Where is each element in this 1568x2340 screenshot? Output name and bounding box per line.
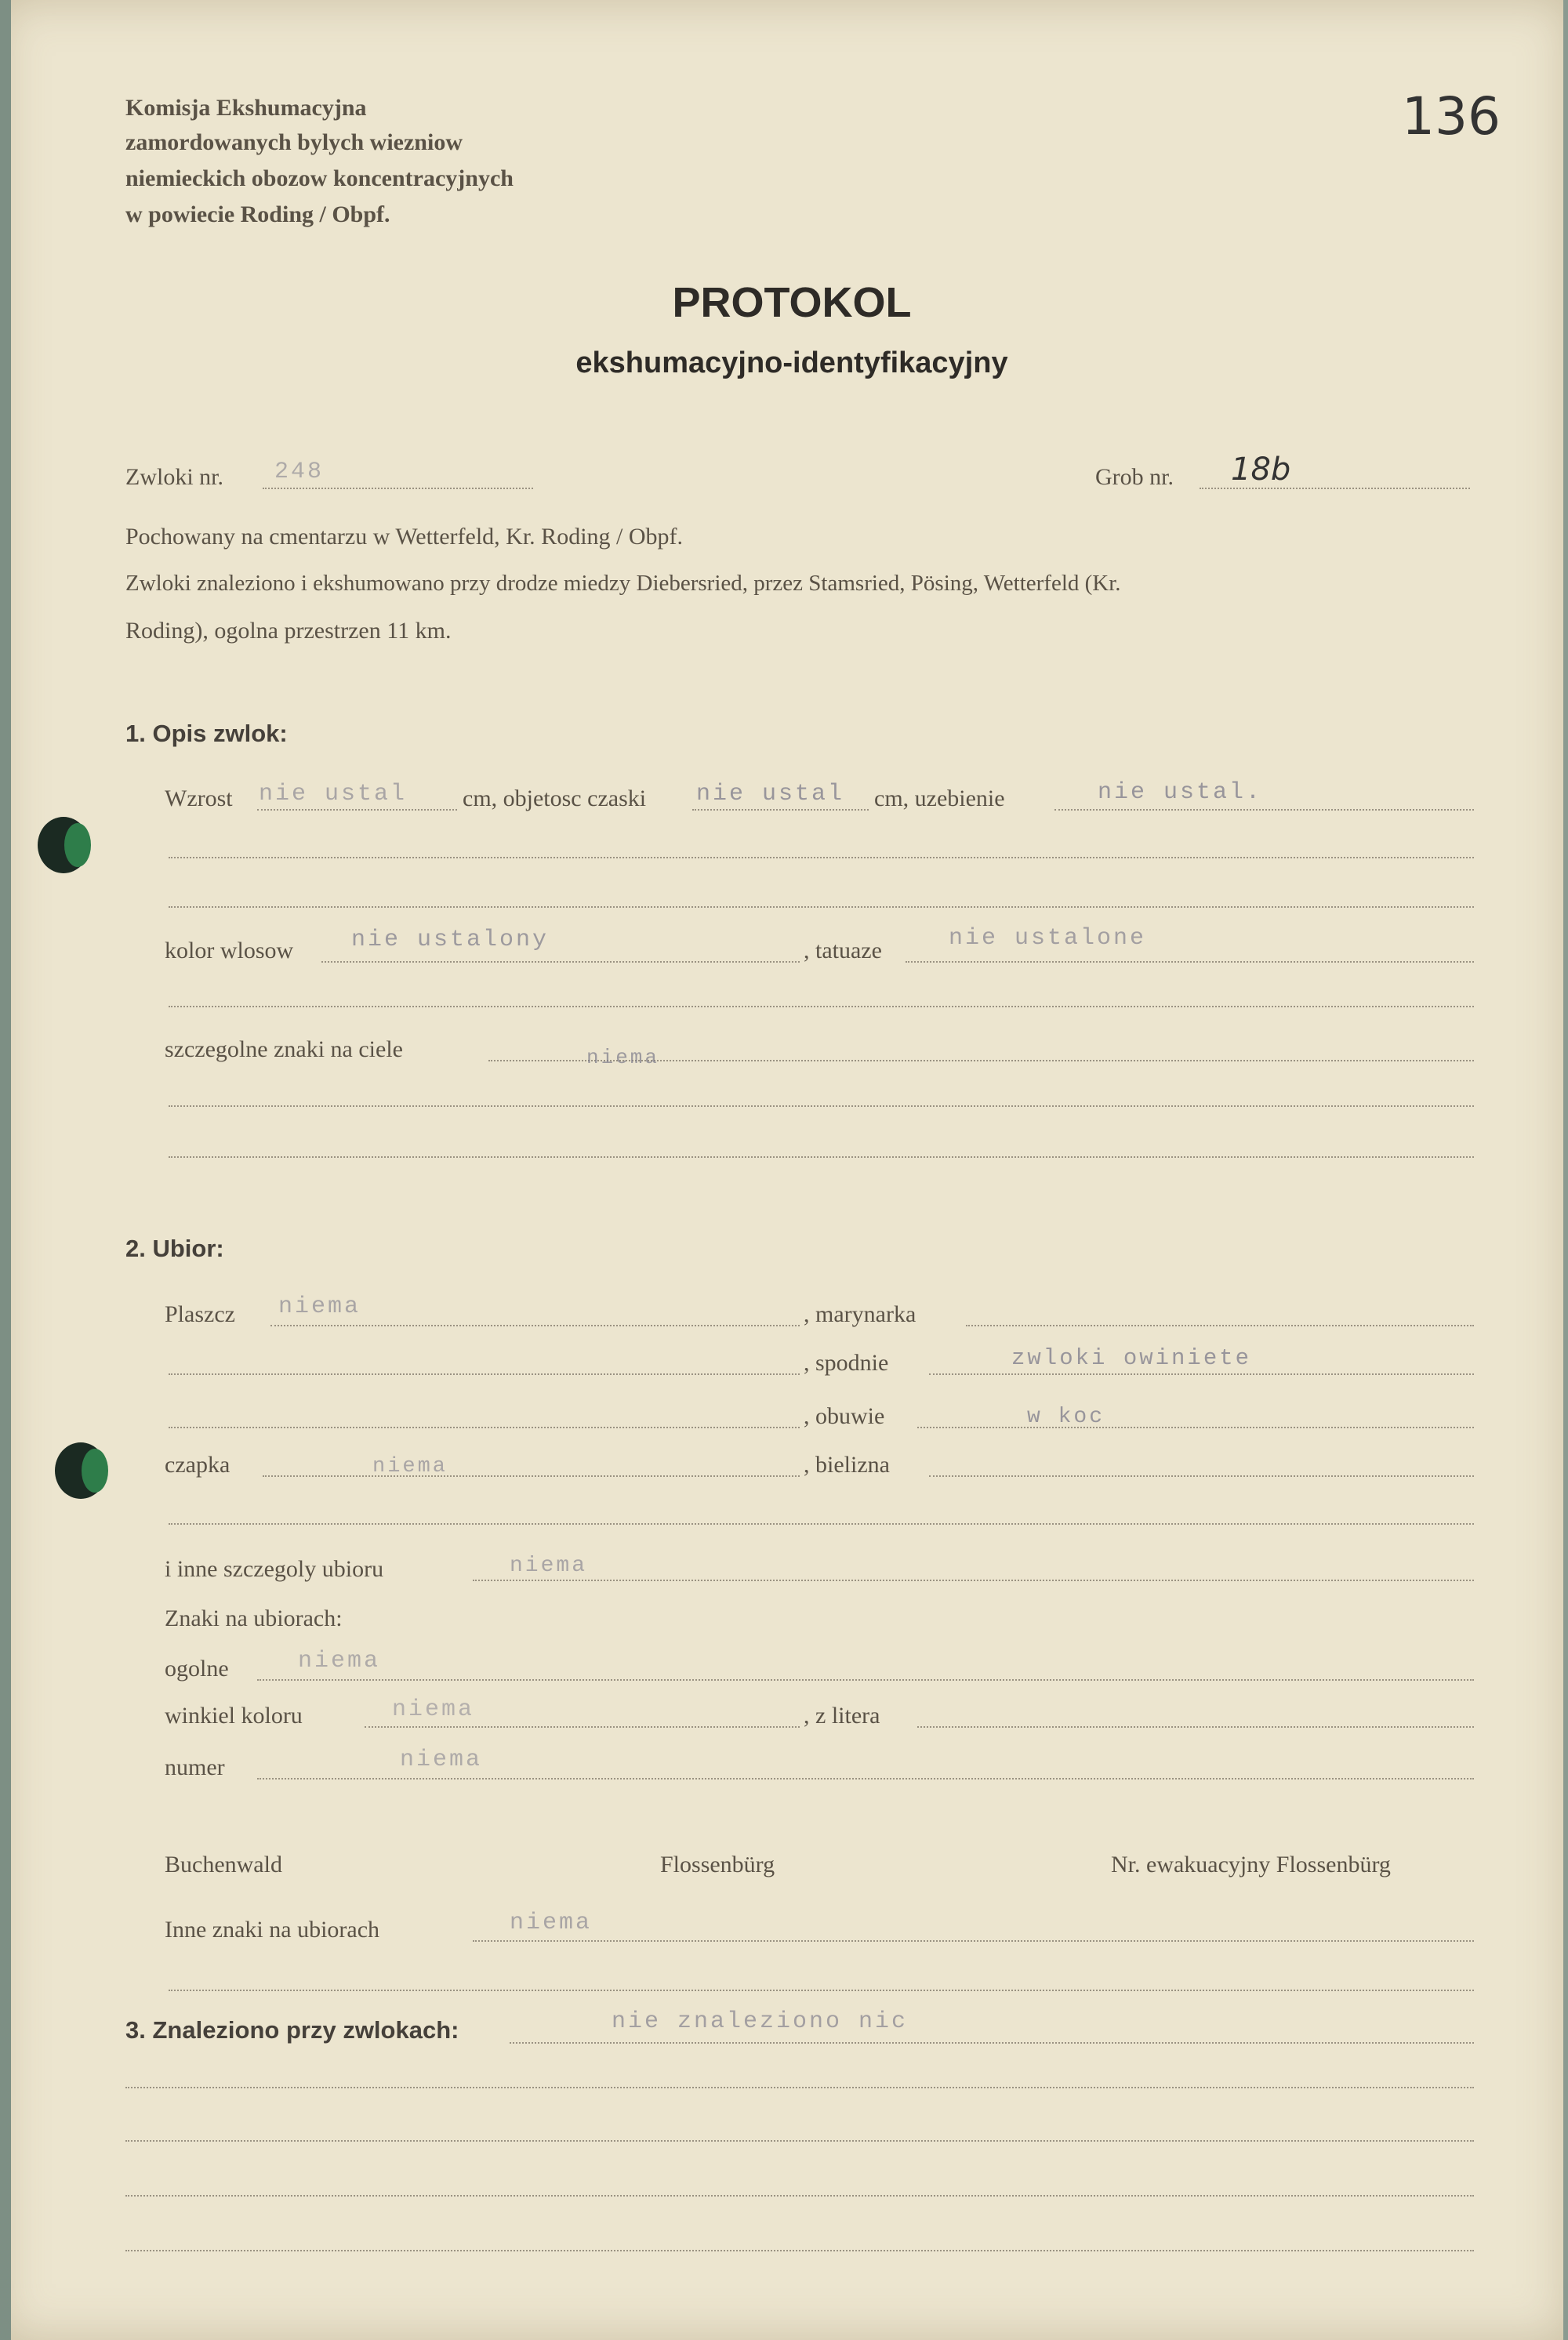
zwloki-label: Zwloki nr. xyxy=(125,464,223,490)
inne-value: niema xyxy=(510,1554,588,1578)
inne-znaki-label: Inne znaki na ubiorach xyxy=(165,1917,380,1943)
cm-label-2: cm, uzebienie xyxy=(874,785,1005,811)
punch-hole-top xyxy=(38,817,89,873)
opis-blank-line-1 xyxy=(169,857,1474,858)
znaki-value: niema xyxy=(586,1046,660,1069)
kolor-value: nie ustalony xyxy=(351,927,550,953)
znaki-label: szczegolne znaki na ciele xyxy=(165,1036,403,1062)
kolor-line xyxy=(321,961,800,963)
section-3-blank-line-2 xyxy=(125,2140,1474,2142)
czaszka-value: nie ustal xyxy=(696,781,845,807)
litera-label: , z litera xyxy=(804,1703,880,1729)
numer-value: niema xyxy=(400,1747,483,1773)
znaki-blank-line-2 xyxy=(169,1156,1474,1158)
header-line-2: zamordowanych bylych wiezniow xyxy=(125,129,463,155)
bielizna-label: , bielizna xyxy=(804,1452,890,1478)
znaki-ubiory-label: Znaki na ubiorach: xyxy=(165,1605,343,1631)
intro-line-1: Pochowany na cmentarzu w Wetterfeld, Kr. Roding / Obpf. xyxy=(125,524,684,550)
inne-line xyxy=(473,1580,1474,1581)
section-3-blank-line-4 xyxy=(125,2250,1474,2251)
bielizna-line xyxy=(929,1475,1474,1477)
ogolne-label: ogolne xyxy=(165,1656,229,1682)
header-line-3: niemieckich obozow koncentracyjnych xyxy=(125,165,514,191)
obuwie-left-line xyxy=(169,1427,800,1428)
winkiel-label: winkiel koloru xyxy=(165,1703,303,1729)
litera-line xyxy=(917,1726,1474,1728)
punch-hole-bottom xyxy=(55,1442,107,1499)
uzebienie-value: nie ustal. xyxy=(1098,779,1263,806)
document-title: PROTOKOL xyxy=(672,279,912,326)
tatuaze-value: nie ustalone xyxy=(949,925,1147,952)
spodnie-value: zwloki owiniete xyxy=(1011,1345,1252,1371)
zwloki-value: 248 xyxy=(274,459,325,485)
section-3-value: nie znaleziono nic xyxy=(612,2008,909,2035)
section-3-line xyxy=(510,2042,1474,2044)
spodnie-left-line xyxy=(169,1373,800,1375)
header-line-4: w powiecie Roding / Obpf. xyxy=(125,201,390,227)
wzrost-label: Wzrost xyxy=(165,785,233,811)
wzrost-line xyxy=(257,809,457,811)
plaszcz-line xyxy=(270,1325,800,1326)
numer-line xyxy=(257,1778,1474,1779)
section-3-title: 3. Znaleziono przy zwlokach: xyxy=(125,2016,459,2044)
uzebienie-line xyxy=(1054,809,1474,811)
kolor-label: kolor wlosow xyxy=(165,938,294,963)
tatuaze-line xyxy=(906,961,1474,963)
zwloki-line xyxy=(263,488,533,489)
section-1-title: 1. Opis zwlok: xyxy=(125,720,288,747)
spodnie-label: , spodnie xyxy=(804,1350,889,1376)
obuwie-label: , obuwie xyxy=(804,1403,885,1429)
grob-line xyxy=(1200,488,1470,489)
buchenwald-label: Buchenwald xyxy=(165,1852,282,1877)
znaki-blank-line-1 xyxy=(169,1105,1474,1107)
ubior-blank-line xyxy=(169,1523,1474,1525)
obuwie-value: w koc xyxy=(1027,1405,1105,1429)
czaszka-line xyxy=(692,809,869,811)
opis-blank-line-2 xyxy=(169,906,1474,908)
plaszcz-value: niema xyxy=(278,1293,361,1320)
czapka-label: czapka xyxy=(165,1452,230,1478)
marynarka-label: , marynarka xyxy=(804,1301,916,1327)
ogolne-line xyxy=(257,1679,1474,1681)
spodnie-line xyxy=(929,1373,1474,1375)
czapka-value: niema xyxy=(372,1455,448,1478)
marynarka-line xyxy=(966,1325,1474,1326)
winkiel-line xyxy=(365,1726,800,1728)
section-3-blank-line-3 xyxy=(125,2195,1474,2197)
kolor-blank-line xyxy=(169,1006,1474,1007)
ewakuacyjny-label: Nr. ewakuacyjny Flossenbürg xyxy=(1111,1852,1391,1877)
winkiel-value: niema xyxy=(392,1696,475,1723)
wzrost-value: nie ustal xyxy=(259,781,408,807)
section-2-title: 2. Ubior: xyxy=(125,1235,224,1262)
intro-line-2: Zwloki znaleziono i ekshumowano przy drodze miedzy Diebersried, przez Stamsried, Pösing, Wetterfeld (Kr. xyxy=(125,571,1121,596)
grob-value: 18b xyxy=(1231,452,1291,488)
intro-line-3: Roding), ogolna przestrzen 11 km. xyxy=(125,618,452,644)
document-subtitle: ekshumacyjno-identyfikacyjny xyxy=(575,346,1008,379)
inne-znaki-blank-line xyxy=(169,1990,1474,1991)
header-line-1: Komisja Ekshumacyjna xyxy=(125,95,367,121)
ogolne-value: niema xyxy=(298,1648,381,1674)
obuwie-line xyxy=(917,1427,1474,1428)
grob-label: Grob nr. xyxy=(1095,464,1174,490)
tatuaze-label: , tatuaze xyxy=(804,938,882,963)
flossenburg-label: Flossenbürg xyxy=(660,1852,775,1877)
inne-label: i inne szczegoly ubioru xyxy=(165,1556,384,1582)
page-number: 136 xyxy=(1402,86,1501,147)
inne-znaki-line xyxy=(473,1940,1474,1942)
czapka-line xyxy=(263,1475,800,1477)
cm-label-1: cm, objetosc czaski xyxy=(463,785,647,811)
numer-label: numer xyxy=(165,1754,225,1780)
plaszcz-label: Plaszcz xyxy=(165,1301,235,1327)
section-3-blank-line-1 xyxy=(125,2087,1474,2088)
inne-znaki-value: niema xyxy=(510,1910,593,1936)
